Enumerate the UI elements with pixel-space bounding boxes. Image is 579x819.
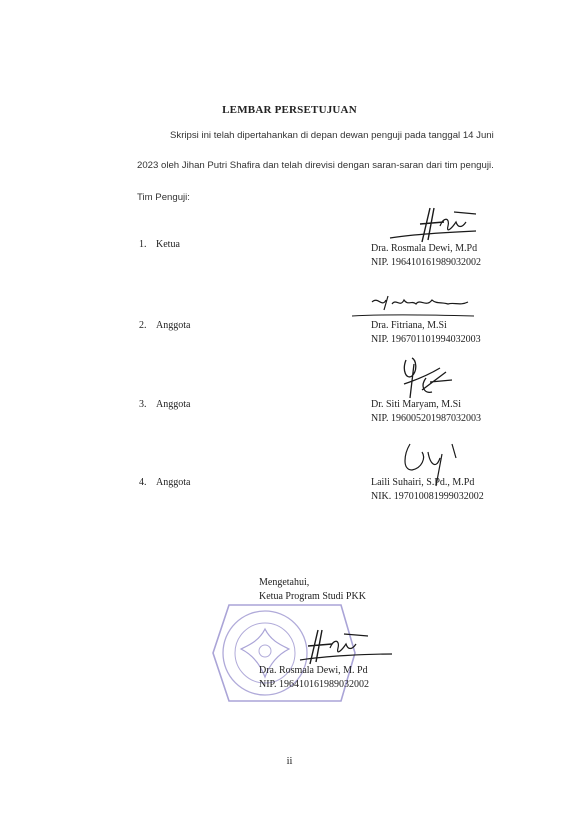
examiner-3-nip: NIP. 196005201987032003 bbox=[371, 413, 482, 424]
signature-examiner-2 bbox=[348, 290, 478, 322]
program-head-name: Dra. Rosmala Dewi, M. Pd bbox=[259, 665, 368, 676]
signature-examiner-3 bbox=[396, 354, 456, 402]
examiner-1-name: Dra. Rosmala Dewi, M.Pd bbox=[371, 243, 478, 254]
examiner-3-name: Dr. Siti Maryam, M.Si bbox=[371, 399, 462, 410]
examiner-3-role: 3. Anggota bbox=[139, 399, 191, 410]
examiner-2-role: 2. Anggota bbox=[139, 320, 191, 331]
examiner-1-nip: NIP. 196410161989032002 bbox=[371, 257, 482, 268]
page-number: ii bbox=[286, 756, 293, 767]
examiner-2-nip: NIP. 196701101994032003 bbox=[371, 334, 481, 345]
acknowledged-label: Mengetahui, bbox=[259, 577, 310, 588]
examiner-2-name: Dra. Fitriana, M.Si bbox=[371, 320, 447, 331]
signature-examiner-1 bbox=[384, 204, 479, 246]
examiner-team-label: Tim Penguji: bbox=[137, 192, 190, 203]
statement-line-1: Skripsi ini telah dipertahankan di depan dewan penguji pada tanggal 14 Juni bbox=[170, 130, 494, 141]
examiner-4-nip: NIK. 197010081999032002 bbox=[371, 491, 484, 502]
program-head-title: Ketua Program Studi PKK bbox=[259, 591, 366, 602]
examiner-4-role: 4. Anggota bbox=[139, 477, 191, 488]
signature-program-head bbox=[296, 624, 396, 668]
program-head-nip: NIP. 196410161989032002 bbox=[259, 679, 370, 690]
statement-line-2: 2023 oleh Jihan Putri Shafira dan telah direvisi dengan saran-saran dari tim penguji. bbox=[137, 160, 494, 171]
document-title: LEMBAR PERSETUJUAN bbox=[222, 104, 357, 116]
examiner-4-name: Laili Suhairi, S.Pd., M.Pd bbox=[371, 477, 475, 488]
examiner-1-role: 1. Ketua bbox=[139, 239, 180, 250]
